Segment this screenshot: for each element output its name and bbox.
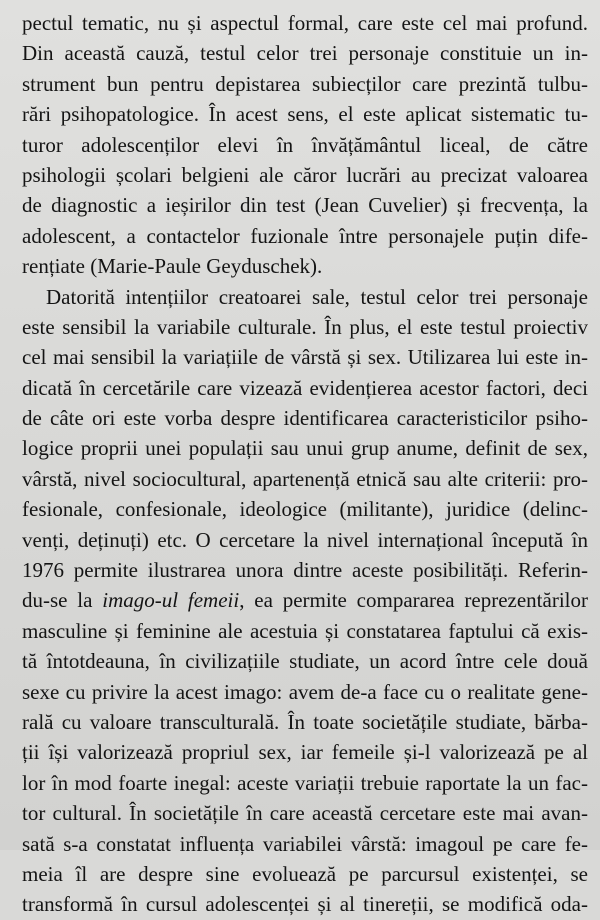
- text-segment: logice proprii unei populații sau unui grup anume, definit de sex,: [22, 436, 588, 461]
- text-line: [22, 494, 588, 524]
- text-segment: turor adolescenților elevi în învățământul liceal, de către: [22, 132, 588, 157]
- text-segment: masculine și feminine ale acestuia și constatarea faptului că exis-: [22, 618, 588, 643]
- text-line: [22, 342, 588, 372]
- text-segment: transformă în cursul adolescenței și al tinereții, se modifică oda-: [22, 892, 588, 917]
- text-line: [22, 464, 588, 494]
- text-segment: , ea permite compararea reprezentărilor: [239, 588, 588, 613]
- text-line: [22, 38, 588, 68]
- italic-phrase: imago-ul femeii: [102, 588, 240, 613]
- text-segment: psihologii școlari belgieni ale căror lucrări au precizat valoarea: [22, 162, 588, 187]
- text-segment: ții își valorizează propriul sex, iar femeile și-l valorizează pe al: [22, 740, 588, 765]
- text-segment: vârstă, nivel sociocultural, apartenență etnică sau alte criterii: pro-: [22, 466, 588, 491]
- text-line: [22, 646, 588, 676]
- text-segment: de câte ori este vorba despre identificarea caracteristicilor psiho-: [22, 406, 588, 431]
- text-line: [22, 707, 588, 737]
- text-segment: du-se la: [22, 588, 103, 613]
- page-text: [22, 8, 588, 920]
- text-line: [22, 585, 588, 615]
- text-segment: lor în mod foarte inegal: aceste variații trebuie raportate la un fac-: [22, 770, 588, 795]
- text-segment: este sensibil la variabile culturale. În plus, el este testul proiectiv: [22, 314, 588, 339]
- text-line: [22, 555, 588, 585]
- text-segment: Datorită intențiilor creatoarei sale, testul celor trei personaje: [46, 284, 588, 309]
- text-segment: adolescent, a contactelor fuzionale între personajele puțin dife-: [22, 223, 588, 248]
- text-line: [22, 69, 588, 99]
- text-line: [22, 829, 588, 859]
- text-segment: sată s-a constatat influența variabilei vârstă: imagoul pe care fe-: [22, 831, 588, 856]
- text-line: [22, 677, 588, 707]
- text-line: [22, 433, 588, 463]
- text-line: [22, 221, 588, 251]
- text-segment: de diagnostic a ieșirilor din test (Jean Cuvelier) și frecvența, la: [22, 193, 588, 218]
- text-segment: cel mai sensibil la variațiile de vârstă și sex. Utilizarea lui este in-: [22, 345, 588, 370]
- text-segment: strument bun pentru depistarea subiecților care prezintă tulbu-: [22, 71, 588, 96]
- text-segment: pectul tematic, nu și aspectul formal, care este cel mai profund.: [22, 11, 588, 35]
- text-line: [22, 859, 588, 889]
- text-segment: fesionale, confesionale, ideologice (militante), juridice (delinc-: [22, 497, 588, 522]
- text-segment: Din această cauză, testul celor trei personaje constituie un in-: [22, 41, 588, 66]
- text-segment: venți, deținuți) etc. O cercetare la nivel internațional începută în: [22, 527, 588, 552]
- text-line: [22, 525, 588, 555]
- text-segment: dicată în cercetările care vizează evidențierea acestor factori, deci: [22, 375, 588, 400]
- text-segment: 1976 permite ilustrarea unora dintre aceste posibilități. Referin-: [22, 558, 588, 583]
- text-line: [22, 798, 588, 828]
- text-segment: meia îl are despre sine evoluează pe parcursul existenței, se: [22, 861, 588, 886]
- text-segment: tă întotdeauna, în civilizațiile studiate, un acord între cele două: [22, 649, 588, 674]
- text-line: [22, 130, 588, 160]
- text-line: [22, 8, 588, 38]
- text-line: [22, 403, 588, 433]
- text-line: [22, 312, 588, 342]
- text-line: [22, 768, 588, 798]
- text-line: [22, 251, 588, 281]
- text-line: [22, 190, 588, 220]
- text-segment: rală cu valoare transculturală. În toate societățile studiate, bărba-: [22, 709, 588, 734]
- text-line: [22, 160, 588, 190]
- text-line: [22, 889, 588, 919]
- text-line: [22, 737, 588, 767]
- text-segment: rări psihopatologice. În acest sens, el este aplicat sistematic tu-: [22, 102, 588, 127]
- text-segment: rențiate (Marie-Paule Geyduschek).: [22, 254, 323, 279]
- text-line: [22, 99, 588, 129]
- text-segment: sexe cu privire la acest imago: avem de-a face cu o realitate gene-: [22, 679, 588, 704]
- text-segment: tor cultural. În societățile în care această cercetare este mai avan-: [22, 801, 588, 826]
- text-line: [22, 616, 588, 646]
- text-line: [22, 282, 588, 312]
- text-line: [22, 373, 588, 403]
